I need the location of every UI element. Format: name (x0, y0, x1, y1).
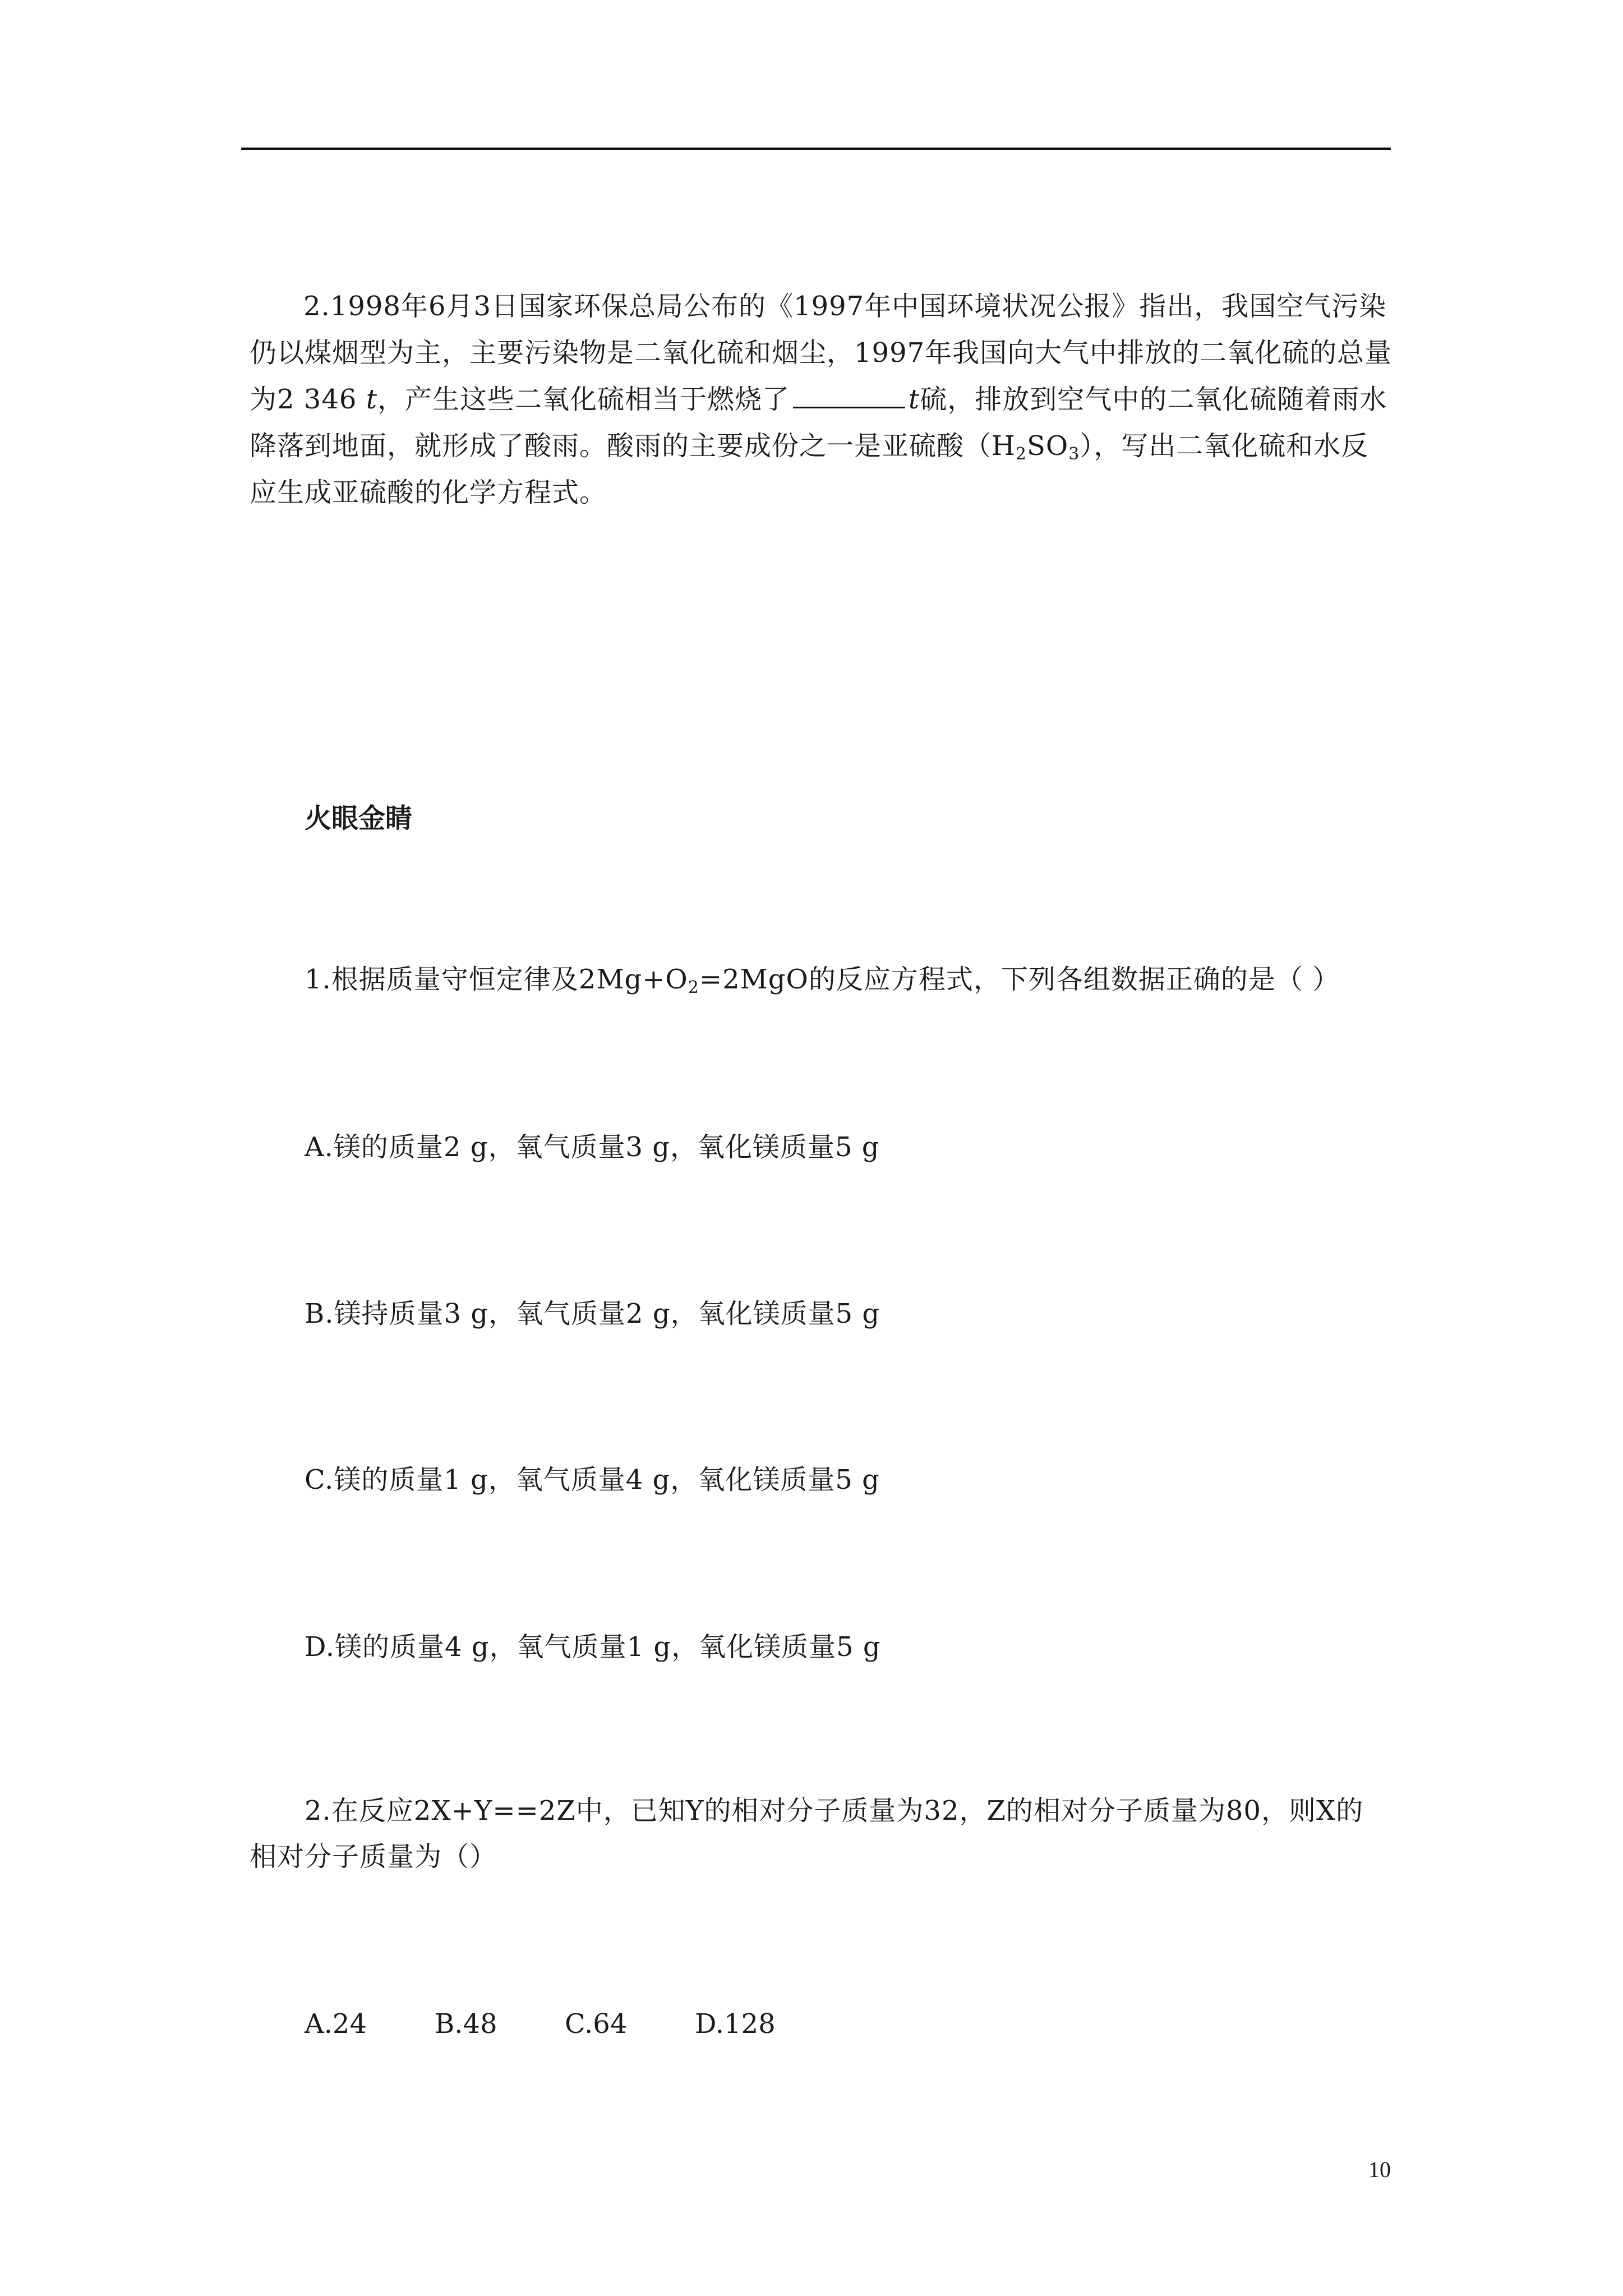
question-1-option-b: B.镁持质量3 g，氧气质量2 g，氧化镁质量5 g (305, 1298, 880, 1329)
page-number: 10 (1368, 2157, 1391, 2182)
question-2-option-b: B.48 (435, 2008, 497, 2040)
question-1-option-c: C.镁的质量1 g，氧气质量4 g，氧化镁质量5 g (305, 1464, 880, 1496)
question-1-option-d: D.镁的质量4 g，氧气质量1 g，氧化镁质量5 g (305, 1631, 881, 1663)
question-2-option-a: A.24 (305, 2008, 367, 2040)
question-2-option-d: D.128 (695, 2008, 776, 2040)
header-rule (241, 148, 1391, 150)
question-1-stem: 1.根据质量守恒定律及$2Mg+O_2=2MgO$的反应方程式，下列各组数据正确的是（ ） (305, 964, 1340, 997)
section-title: 火眼金睛 (305, 803, 413, 834)
question-2-stem-line-1: 2.在反应2X+Y==2Z中，已知Y的相对分子质量为32，Z的相对分子质量为80，则X的 (305, 1795, 1364, 1826)
answer-blank (793, 384, 905, 408)
question-1-option-a: A.镁的质量2 g，氧气质量3 g，氧化镁质量5 g (305, 1131, 880, 1163)
question-2-option-c: C.64 (565, 2008, 628, 2040)
question-2-stem-line-2: 相对分子质量为（） (250, 1841, 497, 1872)
question-2-options (305, 2007, 825, 2041)
question-2-fill-in: 2.1998年6月3日国家环保总局公布的《1997年中国环境状况公报》指出，我国空气污染仍以煤烟型为主，主要污染物是二氧化硫和烟尘，1997年我国向大气中排放的二氧化硫的总量为2 346 t，产生这些二氧化硫相当于燃烧了 t硫，排放到空气中的二氧化硫随着雨水降落到地面，就形成了酸雨。酸雨的主要成份之一是亚硫酸$(H_2SO_3)$，写出二氧化硫和水反应生成亚硫酸的化学方程式。 (250, 291, 1393, 508)
